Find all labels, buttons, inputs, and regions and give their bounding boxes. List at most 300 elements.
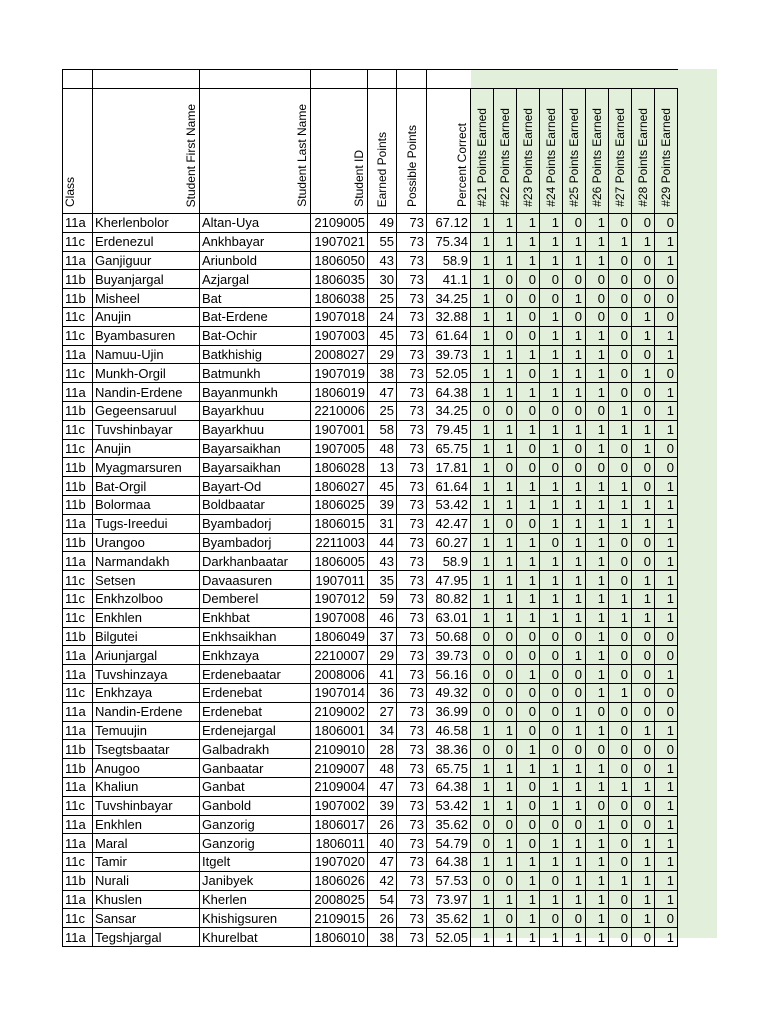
q29-cell[interactable]: 1 xyxy=(655,232,678,251)
q26-cell[interactable]: 1 xyxy=(586,232,609,251)
q29-cell[interactable]: 1 xyxy=(655,477,678,496)
first-name-cell[interactable]: Erdenezul xyxy=(93,232,200,251)
last-name-cell[interactable]: Demberel xyxy=(200,589,311,608)
percent-correct-cell[interactable]: 35.62 xyxy=(427,909,471,928)
q24-cell[interactable]: 1 xyxy=(540,608,563,627)
q29-cell[interactable]: 1 xyxy=(655,890,678,909)
header-q25[interactable]: #25 Points Earned xyxy=(563,89,586,214)
q27-cell[interactable]: 1 xyxy=(609,777,632,796)
q28-cell[interactable]: 1 xyxy=(632,890,655,909)
q26-cell[interactable]: 1 xyxy=(586,420,609,439)
q22-cell[interactable]: 1 xyxy=(494,495,517,514)
q29-cell[interactable]: 1 xyxy=(655,871,678,890)
possible-points-cell[interactable]: 73 xyxy=(397,777,427,796)
first-name-cell[interactable]: Ariunjargal xyxy=(93,646,200,665)
q21-cell[interactable]: 1 xyxy=(471,251,494,270)
q24-cell[interactable]: 0 xyxy=(540,627,563,646)
q28-cell[interactable]: 0 xyxy=(632,815,655,834)
q23-cell[interactable]: 1 xyxy=(517,232,540,251)
student-id-cell[interactable]: 2109005 xyxy=(311,214,368,233)
class-cell[interactable]: 11c xyxy=(63,307,93,326)
q26-cell[interactable]: 1 xyxy=(586,928,609,947)
q29-cell[interactable]: 0 xyxy=(655,683,678,702)
earned-points-cell[interactable]: 39 xyxy=(368,495,397,514)
last-name-cell[interactable]: Erdenebat xyxy=(200,683,311,702)
first-name-cell[interactable]: Maral xyxy=(93,834,200,853)
q22-cell[interactable]: 0 xyxy=(494,815,517,834)
first-name-cell[interactable]: Temuujin xyxy=(93,721,200,740)
first-name-cell[interactable]: Khuslen xyxy=(93,890,200,909)
last-name-cell[interactable]: Batmunkh xyxy=(200,364,311,383)
q24-cell[interactable]: 0 xyxy=(540,815,563,834)
q29-cell[interactable]: 0 xyxy=(655,289,678,308)
first-name-cell[interactable]: Kherlenbolor xyxy=(93,214,200,233)
last-name-cell[interactable]: Galbadrakh xyxy=(200,740,311,759)
percent-correct-cell[interactable]: 64.38 xyxy=(427,383,471,402)
class-cell[interactable]: 11a xyxy=(63,345,93,364)
q28-cell[interactable]: 0 xyxy=(632,702,655,721)
first-name-cell[interactable]: Bat-Orgil xyxy=(93,477,200,496)
q22-cell[interactable]: 0 xyxy=(494,326,517,345)
first-name-cell[interactable]: Tugs-Ireedui xyxy=(93,514,200,533)
q28-cell[interactable]: 0 xyxy=(632,759,655,778)
q27-cell[interactable]: 0 xyxy=(609,326,632,345)
q27-cell[interactable]: 1 xyxy=(609,420,632,439)
earned-points-cell[interactable]: 39 xyxy=(368,796,397,815)
percent-correct-cell[interactable]: 42.47 xyxy=(427,514,471,533)
earned-points-cell[interactable]: 25 xyxy=(368,289,397,308)
first-name-cell[interactable]: Enkhzolboo xyxy=(93,589,200,608)
q23-cell[interactable]: 0 xyxy=(517,364,540,383)
last-name-cell[interactable]: Ganzorig xyxy=(200,815,311,834)
q23-cell[interactable]: 1 xyxy=(517,909,540,928)
q23-cell[interactable]: 1 xyxy=(517,928,540,947)
earned-points-cell[interactable]: 36 xyxy=(368,683,397,702)
last-name-cell[interactable]: Enkhsaikhan xyxy=(200,627,311,646)
student-id-cell[interactable]: 1806001 xyxy=(311,721,368,740)
earned-points-cell[interactable]: 30 xyxy=(368,270,397,289)
q24-cell[interactable]: 1 xyxy=(540,571,563,590)
class-cell[interactable]: 11c xyxy=(63,589,93,608)
percent-correct-cell[interactable]: 67.12 xyxy=(427,214,471,233)
first-name-cell[interactable]: Tuvshinbayar xyxy=(93,420,200,439)
q29-cell[interactable]: 0 xyxy=(655,307,678,326)
percent-correct-cell[interactable]: 63.01 xyxy=(427,608,471,627)
class-cell[interactable]: 11c xyxy=(63,796,93,815)
student-id-cell[interactable]: 2210007 xyxy=(311,646,368,665)
q26-cell[interactable]: 1 xyxy=(586,383,609,402)
earned-points-cell[interactable]: 29 xyxy=(368,646,397,665)
student-id-cell[interactable]: 2109010 xyxy=(311,740,368,759)
q29-cell[interactable]: 0 xyxy=(655,702,678,721)
q27-cell[interactable]: 0 xyxy=(609,439,632,458)
q21-cell[interactable]: 1 xyxy=(471,458,494,477)
q27-cell[interactable]: 0 xyxy=(609,289,632,308)
q24-cell[interactable]: 0 xyxy=(540,646,563,665)
possible-points-cell[interactable]: 73 xyxy=(397,815,427,834)
header-student-id[interactable]: Student ID xyxy=(311,89,368,214)
q26-cell[interactable]: 1 xyxy=(586,552,609,571)
header-q27[interactable]: #27 Points Earned xyxy=(609,89,632,214)
q25-cell[interactable]: 1 xyxy=(563,364,586,383)
q27-cell[interactable]: 0 xyxy=(609,721,632,740)
q21-cell[interactable]: 1 xyxy=(471,214,494,233)
q21-cell[interactable]: 1 xyxy=(471,439,494,458)
percent-correct-cell[interactable]: 64.38 xyxy=(427,853,471,872)
earned-points-cell[interactable]: 26 xyxy=(368,909,397,928)
earned-points-cell[interactable]: 37 xyxy=(368,627,397,646)
class-cell[interactable]: 11b xyxy=(63,458,93,477)
percent-correct-cell[interactable]: 75.34 xyxy=(427,232,471,251)
q21-cell[interactable]: 1 xyxy=(471,571,494,590)
q25-cell[interactable]: 1 xyxy=(563,608,586,627)
q25-cell[interactable]: 0 xyxy=(563,401,586,420)
last-name-cell[interactable]: Batkhishig xyxy=(200,345,311,364)
q26-cell[interactable]: 1 xyxy=(586,608,609,627)
student-id-cell[interactable]: 1806049 xyxy=(311,627,368,646)
header-percent-correct[interactable]: Percent Correct xyxy=(427,89,471,214)
q23-cell[interactable]: 0 xyxy=(517,458,540,477)
q27-cell[interactable]: 0 xyxy=(609,458,632,477)
q23-cell[interactable]: 0 xyxy=(517,439,540,458)
student-id-cell[interactable]: 1907001 xyxy=(311,420,368,439)
q21-cell[interactable]: 1 xyxy=(471,552,494,571)
q22-cell[interactable]: 0 xyxy=(494,458,517,477)
q29-cell[interactable]: 1 xyxy=(655,420,678,439)
q25-cell[interactable]: 1 xyxy=(563,495,586,514)
first-name-cell[interactable]: Nandin-Erdene xyxy=(93,702,200,721)
earned-points-cell[interactable]: 38 xyxy=(368,364,397,383)
q23-cell[interactable]: 1 xyxy=(517,420,540,439)
percent-correct-cell[interactable]: 79.45 xyxy=(427,420,471,439)
q29-cell[interactable]: 1 xyxy=(655,326,678,345)
last-name-cell[interactable]: Ariunbold xyxy=(200,251,311,270)
q28-cell[interactable]: 1 xyxy=(632,326,655,345)
q29-cell[interactable]: 1 xyxy=(655,383,678,402)
earned-points-cell[interactable]: 41 xyxy=(368,665,397,684)
q21-cell[interactable]: 1 xyxy=(471,759,494,778)
header-q28[interactable]: #28 Points Earned xyxy=(632,89,655,214)
percent-correct-cell[interactable]: 52.05 xyxy=(427,928,471,947)
q27-cell[interactable]: 1 xyxy=(609,401,632,420)
class-cell[interactable]: 11b xyxy=(63,495,93,514)
earned-points-cell[interactable]: 26 xyxy=(368,815,397,834)
q24-cell[interactable]: 1 xyxy=(540,796,563,815)
q29-cell[interactable]: 1 xyxy=(655,834,678,853)
possible-points-cell[interactable]: 73 xyxy=(397,627,427,646)
q28-cell[interactable]: 0 xyxy=(632,477,655,496)
q26-cell[interactable]: 1 xyxy=(586,364,609,383)
q25-cell[interactable]: 0 xyxy=(563,214,586,233)
first-name-cell[interactable]: Byambasuren xyxy=(93,326,200,345)
last-name-cell[interactable]: Enkhbat xyxy=(200,608,311,627)
q25-cell[interactable]: 1 xyxy=(563,834,586,853)
q26-cell[interactable]: 1 xyxy=(586,777,609,796)
q27-cell[interactable]: 0 xyxy=(609,853,632,872)
q24-cell[interactable]: 1 xyxy=(540,853,563,872)
q22-cell[interactable]: 0 xyxy=(494,909,517,928)
q29-cell[interactable]: 0 xyxy=(655,909,678,928)
q29-cell[interactable]: 0 xyxy=(655,270,678,289)
q27-cell[interactable]: 1 xyxy=(609,683,632,702)
q26-cell[interactable]: 1 xyxy=(586,627,609,646)
q28-cell[interactable]: 1 xyxy=(632,420,655,439)
earned-points-cell[interactable]: 27 xyxy=(368,702,397,721)
q26-cell[interactable]: 1 xyxy=(586,890,609,909)
class-cell[interactable]: 11c xyxy=(63,909,93,928)
q22-cell[interactable]: 1 xyxy=(494,853,517,872)
student-id-cell[interactable]: 1907014 xyxy=(311,683,368,702)
possible-points-cell[interactable]: 73 xyxy=(397,514,427,533)
q28-cell[interactable]: 0 xyxy=(632,458,655,477)
q28-cell[interactable]: 1 xyxy=(632,307,655,326)
q26-cell[interactable]: 1 xyxy=(586,345,609,364)
q26-cell[interactable]: 0 xyxy=(586,401,609,420)
q23-cell[interactable]: 0 xyxy=(517,815,540,834)
class-cell[interactable]: 11a xyxy=(63,214,93,233)
q26-cell[interactable]: 0 xyxy=(586,458,609,477)
q24-cell[interactable]: 1 xyxy=(540,307,563,326)
last-name-cell[interactable]: Enkhzaya xyxy=(200,646,311,665)
q21-cell[interactable]: 1 xyxy=(471,890,494,909)
q23-cell[interactable]: 1 xyxy=(517,759,540,778)
q21-cell[interactable]: 0 xyxy=(471,834,494,853)
q25-cell[interactable]: 1 xyxy=(563,702,586,721)
q23-cell[interactable]: 1 xyxy=(517,871,540,890)
q26-cell[interactable]: 0 xyxy=(586,289,609,308)
student-id-cell[interactable]: 1806026 xyxy=(311,871,368,890)
q23-cell[interactable]: 0 xyxy=(517,627,540,646)
possible-points-cell[interactable]: 73 xyxy=(397,683,427,702)
percent-correct-cell[interactable]: 34.25 xyxy=(427,401,471,420)
class-cell[interactable]: 11a xyxy=(63,646,93,665)
q28-cell[interactable]: 1 xyxy=(632,834,655,853)
q29-cell[interactable]: 0 xyxy=(655,740,678,759)
last-name-cell[interactable]: Davaasuren xyxy=(200,571,311,590)
q28-cell[interactable]: 0 xyxy=(632,552,655,571)
q27-cell[interactable]: 0 xyxy=(609,796,632,815)
q26-cell[interactable]: 1 xyxy=(586,853,609,872)
q29-cell[interactable]: 1 xyxy=(655,552,678,571)
first-name-cell[interactable]: Tegshjargal xyxy=(93,928,200,947)
percent-correct-cell[interactable]: 47.95 xyxy=(427,571,471,590)
q22-cell[interactable]: 1 xyxy=(494,383,517,402)
q21-cell[interactable]: 1 xyxy=(471,232,494,251)
q25-cell[interactable]: 0 xyxy=(563,458,586,477)
first-name-cell[interactable]: Setsen xyxy=(93,571,200,590)
q26-cell[interactable]: 1 xyxy=(586,439,609,458)
q23-cell[interactable]: 0 xyxy=(517,307,540,326)
q26-cell[interactable]: 1 xyxy=(586,589,609,608)
class-cell[interactable]: 11a xyxy=(63,721,93,740)
student-id-cell[interactable]: 1907003 xyxy=(311,326,368,345)
q29-cell[interactable]: 1 xyxy=(655,608,678,627)
q27-cell[interactable]: 1 xyxy=(609,232,632,251)
q24-cell[interactable]: 1 xyxy=(540,928,563,947)
class-cell[interactable]: 11b xyxy=(63,871,93,890)
class-cell[interactable]: 11a xyxy=(63,552,93,571)
q27-cell[interactable]: 0 xyxy=(609,740,632,759)
last-name-cell[interactable]: Boldbaatar xyxy=(200,495,311,514)
q21-cell[interactable]: 1 xyxy=(471,608,494,627)
q23-cell[interactable]: 1 xyxy=(517,477,540,496)
q25-cell[interactable]: 1 xyxy=(563,326,586,345)
earned-points-cell[interactable]: 47 xyxy=(368,383,397,402)
first-name-cell[interactable]: Nurali xyxy=(93,871,200,890)
possible-points-cell[interactable]: 73 xyxy=(397,571,427,590)
possible-points-cell[interactable]: 73 xyxy=(397,589,427,608)
student-id-cell[interactable]: 1806025 xyxy=(311,495,368,514)
q27-cell[interactable]: 0 xyxy=(609,627,632,646)
q23-cell[interactable]: 0 xyxy=(517,289,540,308)
earned-points-cell[interactable]: 47 xyxy=(368,853,397,872)
student-id-cell[interactable]: 2008006 xyxy=(311,665,368,684)
class-cell[interactable]: 11c xyxy=(63,853,93,872)
q23-cell[interactable]: 1 xyxy=(517,665,540,684)
q22-cell[interactable]: 1 xyxy=(494,477,517,496)
q25-cell[interactable]: 1 xyxy=(563,477,586,496)
q26-cell[interactable]: 1 xyxy=(586,871,609,890)
student-id-cell[interactable]: 1907002 xyxy=(311,796,368,815)
q29-cell[interactable]: 1 xyxy=(655,721,678,740)
q28-cell[interactable]: 1 xyxy=(632,514,655,533)
q25-cell[interactable]: 0 xyxy=(563,740,586,759)
class-cell[interactable]: 11b xyxy=(63,270,93,289)
q27-cell[interactable]: 0 xyxy=(609,552,632,571)
q29-cell[interactable]: 1 xyxy=(655,777,678,796)
last-name-cell[interactable]: Erdenebaatar xyxy=(200,665,311,684)
q27-cell[interactable]: 0 xyxy=(609,345,632,364)
first-name-cell[interactable]: Myagmarsuren xyxy=(93,458,200,477)
q24-cell[interactable]: 1 xyxy=(540,345,563,364)
q27-cell[interactable]: 0 xyxy=(609,364,632,383)
student-id-cell[interactable]: 2008025 xyxy=(311,890,368,909)
q21-cell[interactable]: 1 xyxy=(471,364,494,383)
last-name-cell[interactable]: Bat xyxy=(200,289,311,308)
q23-cell[interactable]: 1 xyxy=(517,890,540,909)
student-id-cell[interactable]: 2211003 xyxy=(311,533,368,552)
header-earned-points[interactable]: Earned Points xyxy=(368,89,397,214)
q27-cell[interactable]: 0 xyxy=(609,270,632,289)
q25-cell[interactable]: 1 xyxy=(563,552,586,571)
q23-cell[interactable]: 1 xyxy=(517,571,540,590)
class-cell[interactable]: 11b xyxy=(63,759,93,778)
possible-points-cell[interactable]: 73 xyxy=(397,646,427,665)
earned-points-cell[interactable]: 38 xyxy=(368,928,397,947)
q23-cell[interactable]: 1 xyxy=(517,383,540,402)
earned-points-cell[interactable]: 34 xyxy=(368,721,397,740)
q22-cell[interactable]: 1 xyxy=(494,759,517,778)
percent-correct-cell[interactable]: 36.99 xyxy=(427,702,471,721)
q22-cell[interactable]: 1 xyxy=(494,439,517,458)
last-name-cell[interactable]: Darkhanbaatar xyxy=(200,552,311,571)
q26-cell[interactable]: 1 xyxy=(586,533,609,552)
first-name-cell[interactable]: Tuvshinzaya xyxy=(93,665,200,684)
first-name-cell[interactable]: Tsegtsbaatar xyxy=(93,740,200,759)
first-name-cell[interactable]: Namuu-Ujin xyxy=(93,345,200,364)
q28-cell[interactable]: 0 xyxy=(632,270,655,289)
q29-cell[interactable]: 0 xyxy=(655,646,678,665)
student-id-cell[interactable]: 1806011 xyxy=(311,834,368,853)
q25-cell[interactable]: 0 xyxy=(563,439,586,458)
first-name-cell[interactable]: Bilgutei xyxy=(93,627,200,646)
q27-cell[interactable]: 0 xyxy=(609,571,632,590)
last-name-cell[interactable]: Bat-Erdene xyxy=(200,307,311,326)
q22-cell[interactable]: 1 xyxy=(494,232,517,251)
q24-cell[interactable]: 1 xyxy=(540,214,563,233)
q27-cell[interactable]: 1 xyxy=(609,514,632,533)
earned-points-cell[interactable]: 48 xyxy=(368,759,397,778)
q22-cell[interactable]: 1 xyxy=(494,533,517,552)
q25-cell[interactable]: 1 xyxy=(563,345,586,364)
percent-correct-cell[interactable]: 49.32 xyxy=(427,683,471,702)
q22-cell[interactable]: 0 xyxy=(494,514,517,533)
earned-points-cell[interactable]: 59 xyxy=(368,589,397,608)
possible-points-cell[interactable]: 73 xyxy=(397,796,427,815)
first-name-cell[interactable]: Khaliun xyxy=(93,777,200,796)
class-cell[interactable]: 11a xyxy=(63,665,93,684)
percent-correct-cell[interactable]: 17.81 xyxy=(427,458,471,477)
first-name-cell[interactable]: Narmandakh xyxy=(93,552,200,571)
q26-cell[interactable]: 0 xyxy=(586,702,609,721)
student-id-cell[interactable]: 2008027 xyxy=(311,345,368,364)
student-id-cell[interactable]: 2109004 xyxy=(311,777,368,796)
q26-cell[interactable]: 1 xyxy=(586,909,609,928)
q27-cell[interactable]: 0 xyxy=(609,759,632,778)
q23-cell[interactable]: 0 xyxy=(517,401,540,420)
q24-cell[interactable]: 1 xyxy=(540,326,563,345)
q25-cell[interactable]: 1 xyxy=(563,383,586,402)
q23-cell[interactable]: 1 xyxy=(517,740,540,759)
header-class[interactable]: Class xyxy=(63,89,93,214)
possible-points-cell[interactable]: 73 xyxy=(397,232,427,251)
student-id-cell[interactable]: 1907008 xyxy=(311,608,368,627)
q21-cell[interactable]: 1 xyxy=(471,589,494,608)
q22-cell[interactable]: 0 xyxy=(494,646,517,665)
q27-cell[interactable]: 0 xyxy=(609,909,632,928)
q21-cell[interactable]: 1 xyxy=(471,495,494,514)
percent-correct-cell[interactable]: 54.79 xyxy=(427,834,471,853)
q28-cell[interactable]: 0 xyxy=(632,796,655,815)
percent-correct-cell[interactable]: 39.73 xyxy=(427,646,471,665)
q26-cell[interactable]: 1 xyxy=(586,477,609,496)
q28-cell[interactable]: 1 xyxy=(632,871,655,890)
student-id-cell[interactable]: 1907012 xyxy=(311,589,368,608)
first-name-cell[interactable]: Tamir xyxy=(93,853,200,872)
q27-cell[interactable]: 0 xyxy=(609,928,632,947)
q25-cell[interactable]: 1 xyxy=(563,853,586,872)
earned-points-cell[interactable]: 40 xyxy=(368,834,397,853)
q26-cell[interactable]: 1 xyxy=(586,251,609,270)
class-cell[interactable]: 11c xyxy=(63,683,93,702)
q28-cell[interactable]: 0 xyxy=(632,533,655,552)
q29-cell[interactable]: 0 xyxy=(655,364,678,383)
earned-points-cell[interactable]: 48 xyxy=(368,439,397,458)
q21-cell[interactable]: 1 xyxy=(471,326,494,345)
q23-cell[interactable]: 0 xyxy=(517,702,540,721)
percent-correct-cell[interactable]: 61.64 xyxy=(427,326,471,345)
class-cell[interactable]: 11a xyxy=(63,890,93,909)
q26-cell[interactable]: 0 xyxy=(586,796,609,815)
earned-points-cell[interactable]: 42 xyxy=(368,871,397,890)
q28-cell[interactable]: 1 xyxy=(632,571,655,590)
q21-cell[interactable]: 0 xyxy=(471,702,494,721)
q21-cell[interactable]: 1 xyxy=(471,796,494,815)
last-name-cell[interactable]: Ganbat xyxy=(200,777,311,796)
header-q23[interactable]: #23 Points Earned xyxy=(517,89,540,214)
q22-cell[interactable]: 1 xyxy=(494,214,517,233)
possible-points-cell[interactable]: 73 xyxy=(397,495,427,514)
